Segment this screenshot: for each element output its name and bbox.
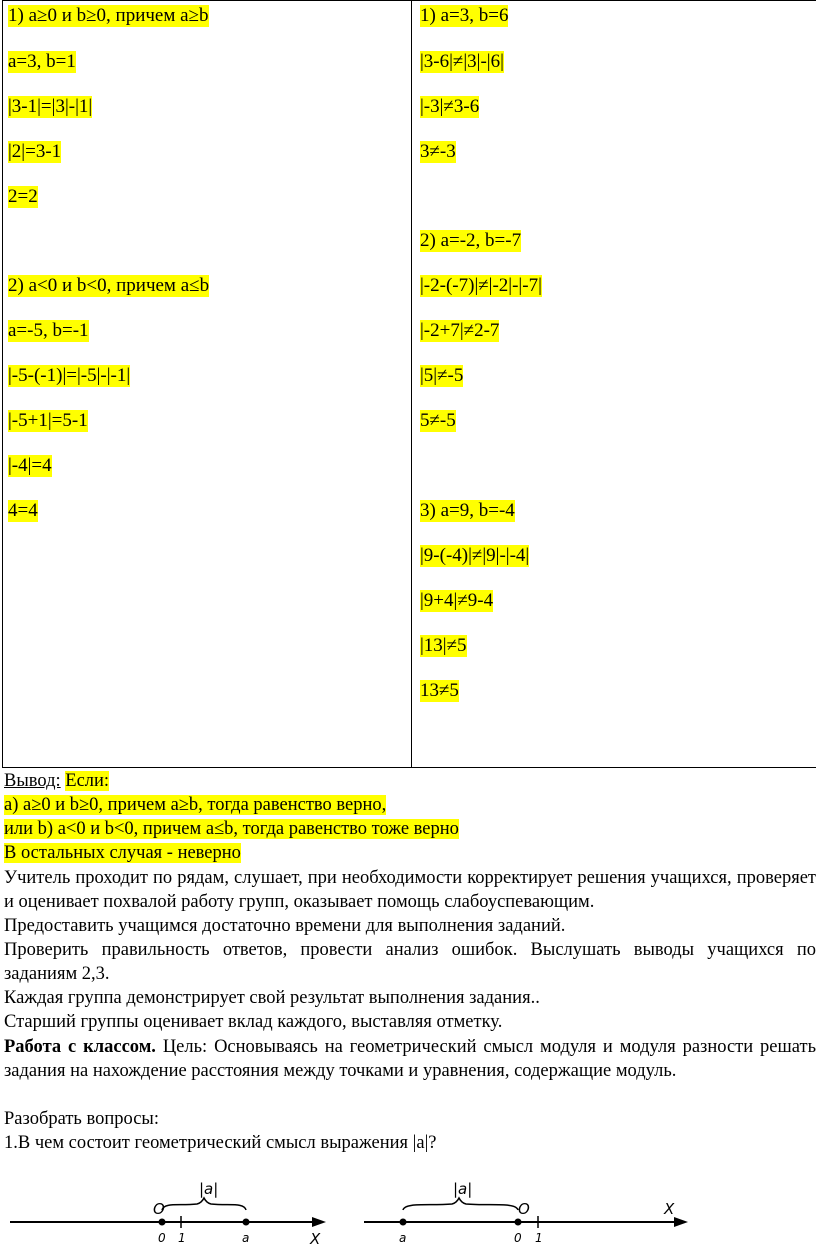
class-work-heading: Работа с классом. (4, 1037, 156, 1057)
paragraph-check: Проверить правильность ответов, провести анализ ошибок. Выслушать выводы учащихся по заданиям 2,3. (4, 940, 816, 984)
origin-label: O (518, 1200, 530, 1218)
right-line: |9+4|≠9-4 (420, 590, 494, 611)
left-line: 1) a≥0 и b≥0, причем a≥b (8, 5, 209, 26)
paragraph-class-work (4, 1035, 816, 1083)
number-line-diagrams (0, 1178, 816, 1258)
left-line: |-5-(-1)|=|-5|-|-1| (8, 365, 131, 386)
left-line: 4=4 (8, 500, 38, 521)
left-line: a=3, b=1 (8, 51, 76, 72)
abs-label: |a| (453, 1180, 473, 1198)
conclusion-label: Вывод: (4, 771, 61, 791)
conclusion-b: или b) a<0 и b<0, причем a≤b, тогда равенство тоже верно (4, 819, 459, 839)
x-axis-label: X (664, 1200, 675, 1218)
origin-label: O (153, 1200, 165, 1218)
a-label: a (242, 1231, 250, 1245)
brace-icon (162, 1198, 246, 1210)
right-line: 5≠-5 (420, 410, 456, 431)
left-line: |-5+1|=5-1 (8, 410, 88, 431)
point-a (243, 1219, 250, 1226)
left-line: 2) a<0 и b<0, причем a≤b (8, 275, 210, 296)
paragraph-questions: Разобрать вопросы: (4, 1109, 159, 1129)
right-line: |3-6|≠|3|-|6| (420, 51, 504, 72)
left-line: |3-1|=|3|-|1| (8, 96, 93, 117)
left-line: |-4|=4 (8, 455, 52, 476)
zero-label: 0 (158, 1231, 166, 1245)
right-line: 1) a=3, b=6 (420, 5, 509, 26)
one-label: 1 (535, 1231, 543, 1245)
right-line: |-2+7|≠2-7 (420, 320, 500, 341)
right-line: |5|≠-5 (420, 365, 464, 386)
a-label: a (399, 1231, 407, 1245)
right-line: |-2-(-7)|≠|-2|-|-7| (420, 275, 542, 296)
zero-label: 0 (514, 1231, 522, 1245)
paragraph-question-1: 1.В чем состоит геометрический смысл выражения |a|? (4, 1133, 437, 1153)
origin-point (515, 1219, 522, 1226)
right-line: |9-(-4)|≠|9|-|-4| (420, 545, 530, 566)
conclusion-other: В остальных случая - неверно (4, 843, 241, 863)
left-line: a=-5, b=-1 (8, 320, 89, 341)
left-line: |2|=3-1 (8, 141, 62, 162)
left-line: 2=2 (8, 186, 38, 207)
class-work-text: Цель: Основываясь на геометрический смысл модуля и модуля разности решать задания на нахождение расстояния между точками и уравнения, содержащие модуль. (4, 1037, 816, 1081)
brace-icon (403, 1198, 518, 1210)
number-line-right (364, 1180, 688, 1245)
right-line: |13|≠5 (420, 635, 467, 656)
point-a (400, 1219, 407, 1226)
conclusion-if: Если: (65, 771, 110, 791)
right-line: |-3|≠3-6 (420, 96, 480, 117)
abs-label: |a| (199, 1180, 219, 1198)
x-axis-label: X (310, 1230, 321, 1248)
paragraph-teacher: Учитель проходит по рядам, слушает, при необходимости корректирует решения учащихся, проверяет и оценивает похвалой работу групп, оказывает помощь слабоуспевающим. (4, 868, 816, 912)
origin-point (159, 1219, 166, 1226)
right-line: 2) a=-2, b=-7 (420, 230, 522, 251)
right-line: 13≠5 (420, 680, 459, 701)
number-line-left (10, 1180, 326, 1248)
conclusion-a: а) a≥0 и b≥0, причем a≥b, тогда равенство верно, (4, 795, 387, 815)
right-line: 3≠-3 (420, 141, 456, 162)
one-label: 1 (178, 1231, 186, 1245)
conclusion-heading (4, 769, 816, 793)
paragraph-time: Предоставить учащимся достаточно времени для выполнения заданий. (4, 916, 566, 936)
paragraph-groups: Каждая группа демонстрирует свой результат выполнения задания.. (4, 988, 540, 1008)
right-line: 3) a=9, b=-4 (420, 500, 515, 521)
paragraph-leader: Старший группы оценивает вклад каждого, выставляя отметку. (4, 1012, 503, 1032)
